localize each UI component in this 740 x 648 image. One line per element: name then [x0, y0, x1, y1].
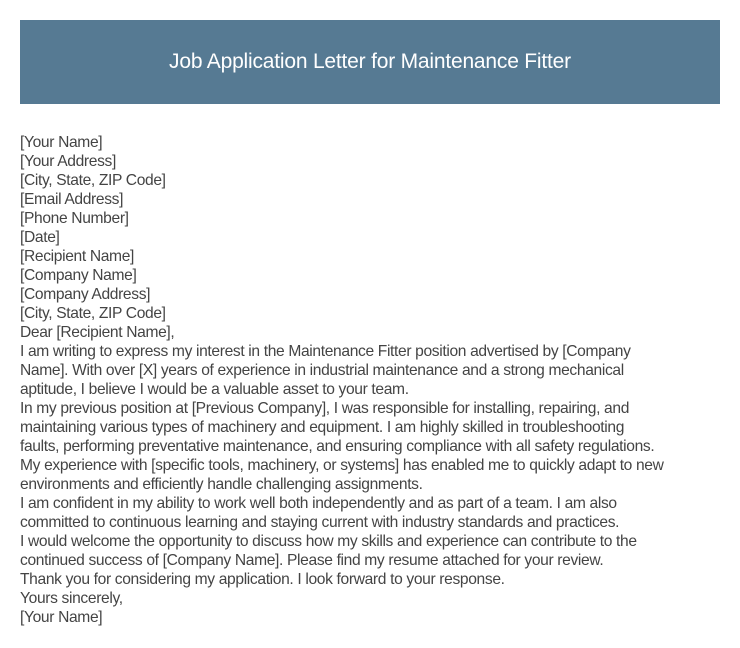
paragraph-line: In my previous position at [Previous Company], I was responsible for installing, repairing, and — [20, 400, 630, 417]
paragraph-line: aptitude, I believe I would be a valuable asset to your team. — [20, 381, 409, 398]
letter-date: [Date] — [20, 229, 60, 246]
paragraph-line: Name]. With over [X] years of experience in industrial maintenance and a strong mechanical — [20, 362, 624, 379]
paragraph-line: I am confident in my ability to work well both independently and as part of a team. I am also — [20, 495, 617, 512]
paragraph-thanks — [20, 570, 725, 589]
page-header — [20, 20, 720, 104]
salutation: Dear [Recipient Name], — [20, 324, 175, 341]
sender-block — [20, 133, 725, 228]
paragraph-line: I would welcome the opportunity to discuss how my skills and experience can contribute to the — [20, 533, 637, 550]
paragraph-line: continued success of [Company Name]. Please find my resume attached for your review. — [20, 552, 604, 569]
paragraph-experience — [20, 399, 725, 494]
recipient-block — [20, 247, 725, 323]
paragraph-line: committed to continuous learning and staying current with industry standards and practices. — [20, 514, 620, 531]
sender-phone: [Phone Number] — [20, 210, 129, 227]
signature: [Your Name] — [20, 609, 103, 626]
paragraph-line: I am writing to express my interest in the Maintenance Fitter position advertised by [Company — [20, 343, 631, 360]
recipient-name: [Recipient Name] — [20, 248, 135, 265]
paragraph-line: maintaining various types of machinery and equipment. I am highly skilled in troubleshooting — [20, 419, 625, 436]
recipient-company: [Company Name] — [20, 267, 137, 284]
sender-email: [Email Address] — [20, 191, 124, 208]
letter-body — [20, 133, 725, 627]
sender-city-state-zip: [City, State, ZIP Code] — [20, 172, 166, 189]
closing: Yours sincerely, — [20, 590, 123, 607]
recipient-city-state-zip: [City, State, ZIP Code] — [20, 305, 166, 322]
page-title: Job Application Letter for Maintenance Fitter — [169, 50, 571, 73]
paragraph-line: environments and efficiently handle challenging assignments. — [20, 476, 423, 493]
paragraph-teamwork — [20, 494, 725, 532]
sender-address: [Your Address] — [20, 153, 116, 170]
paragraph-intro — [20, 342, 725, 399]
paragraph-call-to-action — [20, 532, 725, 570]
paragraph-line: Thank you for considering my application. I look forward to your response. — [20, 571, 505, 588]
sender-name: [Your Name] — [20, 134, 103, 151]
recipient-company-address: [Company Address] — [20, 286, 151, 303]
paragraph-line: My experience with [specific tools, machinery, or systems] has enabled me to quickly adapt to new — [20, 457, 664, 474]
paragraph-line: faults, performing preventative maintenance, and ensuring compliance with all safety regulations. — [20, 438, 655, 455]
